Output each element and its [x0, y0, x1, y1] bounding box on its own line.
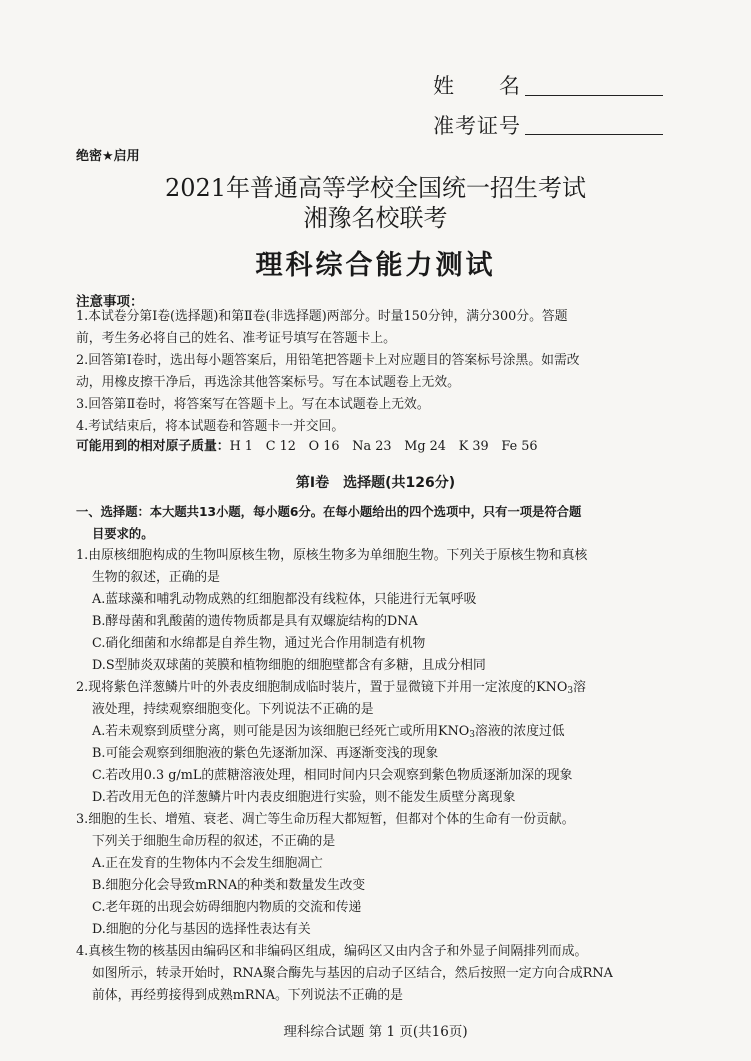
q2-option-d: D.若改用无色的洋葱鳞片叶内表皮细胞进行实验，则不能发生质壁分离现象	[92, 790, 516, 805]
q4-stem: 4.真核生物的核基因由编码区和非编码区组成，编码区又由内含子和外显子间隔排列而成。	[76, 944, 588, 959]
q2-option-c: C.若改用0.3 g/mL的蔗糖溶液处理，相同时间内只会观察到紫色物质逐渐加深的现象	[92, 768, 573, 783]
q3-option-d: D.细胞的分化与基因的选择性表达有关	[92, 922, 311, 937]
q1-option-b: B.酵母菌和乳酸菌的遗传物质都是具有双螺旋结构的DNA	[92, 614, 418, 629]
notice-heading: 注意事项：	[76, 294, 144, 310]
notice-line: 2.回答第Ⅰ卷时，选出每小题答案后，用铅笔把答题卡上对应题目的答案标号涂黑。如需改	[76, 353, 580, 368]
atomic-mass-label: 可能用到的相对原子质量：	[76, 439, 230, 454]
name-line	[525, 95, 663, 96]
atomic-mass-line	[76, 436, 538, 458]
q3-stem: 下列关于细胞生命历程的叙述，不正确的是	[92, 834, 336, 849]
notice-line: 4.考试结束后，将本试题卷和答题卡一并交回。	[76, 419, 345, 434]
atomic-mass-values: H 1 C 12 O 16 Na 23 Mg 24 K 39 Fe 56	[229, 439, 538, 454]
id-line	[525, 134, 663, 135]
league-title: 湘豫名校联考	[303, 204, 448, 232]
q1-stem: 生物的叙述，正确的是	[92, 570, 220, 585]
subscript: 3	[567, 686, 574, 696]
name-label: 姓 名	[433, 74, 521, 98]
q2-option-a-part: 溶液的浓度过低	[475, 724, 565, 739]
notice-line: 动，用橡皮擦干净后，再选涂其他答案标号。写在本试题卷上无效。	[76, 375, 460, 390]
id-label: 准考证号	[433, 114, 521, 138]
q2-stem: 液处理，持续观察细胞变化。下列说法不正确的是	[92, 702, 374, 717]
q1-option-a: A.蓝球藻和哺乳动物成熟的红细胞都没有线粒体，只能进行无氧呼吸	[92, 592, 477, 607]
q1-option-c: C.硝化细菌和水绵都是自养生物，通过光合作用制造有机物	[92, 636, 426, 651]
subscript: 3	[469, 730, 476, 740]
q3-option-a: A.正在发育的生物体内不会发生细胞凋亡	[92, 856, 323, 871]
secret-mark: 绝密★启用	[76, 149, 140, 164]
section-instruction: 目要求的。	[92, 527, 154, 541]
q2-option-b: B.可能会观察到细胞液的紫色先逐渐加深、再逐渐变浅的现象	[92, 746, 439, 761]
exam-title: 2021年普通高等学校全国统一招生考试	[164, 174, 587, 202]
q2-stem-part: 溶	[573, 680, 586, 695]
subject-title: 理科综合能力测试	[255, 250, 496, 281]
q4-stem: 如图所示，转录开始时，RNA聚合酶先与基因的启动子区结合，然后按照一定方向合成RNA	[92, 966, 613, 981]
notice-line: 1.本试卷分第Ⅰ卷(选择题)和第Ⅱ卷(非选择题)两部分。时量150分钟，满分300分。答题	[76, 309, 568, 324]
q3-option-c: C.老年斑的出现会妨碍细胞内物质的交流和传递	[92, 900, 362, 915]
q3-option-b: B.细胞分化会导致mRNA的种类和数量发生改变	[92, 878, 366, 893]
notice-line: 3.回答第Ⅱ卷时，将答案写在答题卡上。写在本试题卷上无效。	[76, 397, 430, 412]
q1-stem: 1.由原核细胞构成的生物叫原核生物，原核生物多为单细胞生物。下列关于原核生物和真核	[76, 548, 588, 563]
notice-line: 前，考生务必将自己的姓名、准考证号填写在答题卡上。	[76, 331, 396, 346]
q4-stem: 前体，再经剪接得到成熟mRNA。下列说法不正确的是	[92, 988, 403, 1003]
q2-stem-part: 2.现将紫色洋葱鳞片叶的外表皮细胞制成临时装片，置于显微镜下并用一定浓度的KNO	[76, 680, 568, 695]
section-instruction: 一、选择题：本大题共13小题，每小题6分。在每小题给出的四个选项中，只有一项是符合题	[76, 505, 582, 519]
q3-stem: 3.细胞的生长、增殖、衰老、凋亡等生命历程大都短暂，但都对个体的生命有一份贡献。	[76, 812, 575, 827]
section-title: 第Ⅰ卷 选择题(共126分)	[295, 475, 456, 491]
q2-option-a-part: A.若未观察到质壁分离，则可能是因为该细胞已经死亡或所用KNO	[92, 724, 470, 739]
page-footer: 理科综合试题 第 1 页(共16页)	[283, 1024, 468, 1040]
q1-option-d: D.S型肺炎双球菌的荚膜和植物细胞的细胞壁都含有多糖，且成分相同	[92, 658, 486, 673]
